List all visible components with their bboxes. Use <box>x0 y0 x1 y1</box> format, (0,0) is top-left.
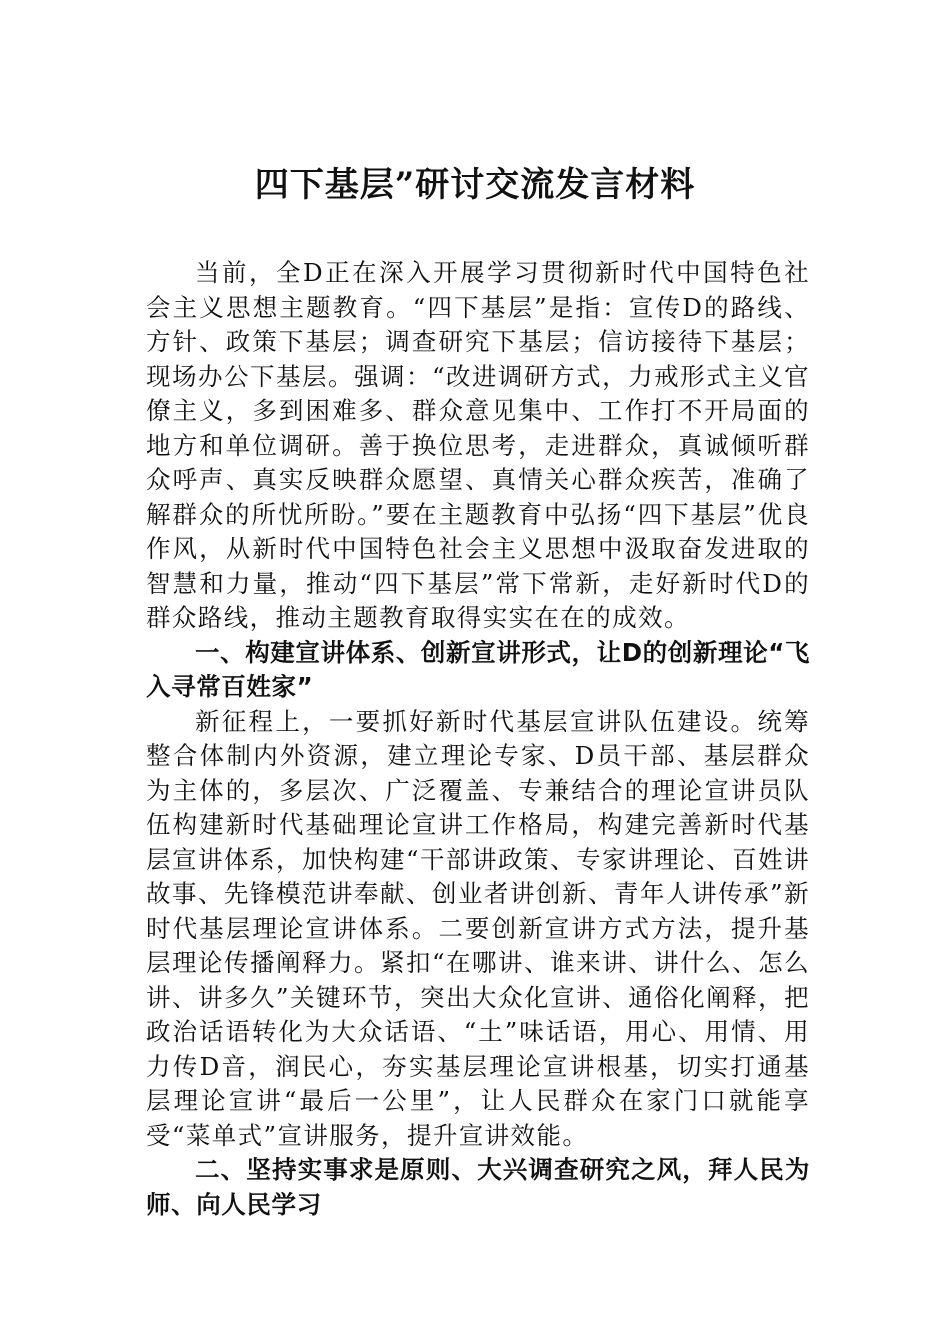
section-heading-1: 一、构建宣讲体系、创新宣讲形式，让D的创新理论“飞入寻常百姓家” <box>146 637 810 701</box>
intro-paragraph: 当前，全D正在深入开展学习贯彻新时代中国特色社会主义思想主题教育。“四下基层”是指：宣传D的路线、方针、政策下基层；调查研究下基层；信访接待下基层；现场办公下基层。强调：“改进调研方式，力戒形式主义官僚主义，多到困难多、群众意见集中、工作打不开局面的地方和单位调研。善于换位思考，走进群众，真诚倾听群众呼声、真实反映群众愿望、真情关心群众疾苦，准确了解群众的所忧所盼。”要在主题教育中弘扬“四下基层”优良作风，从新时代中国特色社会主义思想中汲取奋发进取的智慧和力量，推动“四下基层”常下常新，走好新时代D的群众路线，推动主题教育取得实实在在的成效。 <box>146 258 810 632</box>
document-title: 四下基层”研讨交流发言材料 <box>254 165 696 205</box>
section-1-paragraph: 新征程上，一要抓好新时代基层宣讲队伍建设。统筹整合体制内外资源，建立理论专家、D员干部、基层群众为主体的，多层次、广泛覆盖、专兼结合的理论宣讲员队伍构建新时代基础理论宣讲工作格局，构建完善新时代基层宣讲体系，加快构建“干部讲政策、专家讲理论、百姓讲故事、先锋模范讲奉献、创业者讲创新、青年人讲传承”新时代基层理论宣讲体系。二要创新宣讲方式方法，提升基层理论传播阐释力。紧扣“在哪讲、谁来讲、讲什么、怎么讲、讲多久”关键环节，突出大众化宣讲、通俗化阐释，把政治话语转化为大众话语、“土”味话语，用心、用情、用力传D音，润民心，夯实基层理论宣讲根基，切实打通基层理论宣讲“最后一公里”，让人民群众在家门口就能享受“菜单式”宣讲服务，提升宣讲效能。 <box>146 706 810 1150</box>
document-body <box>146 256 810 1222</box>
section-heading-2: 二、坚持实事求是原则、大兴调查研究之风，拜人民为师、向人民学习 <box>146 1155 810 1219</box>
